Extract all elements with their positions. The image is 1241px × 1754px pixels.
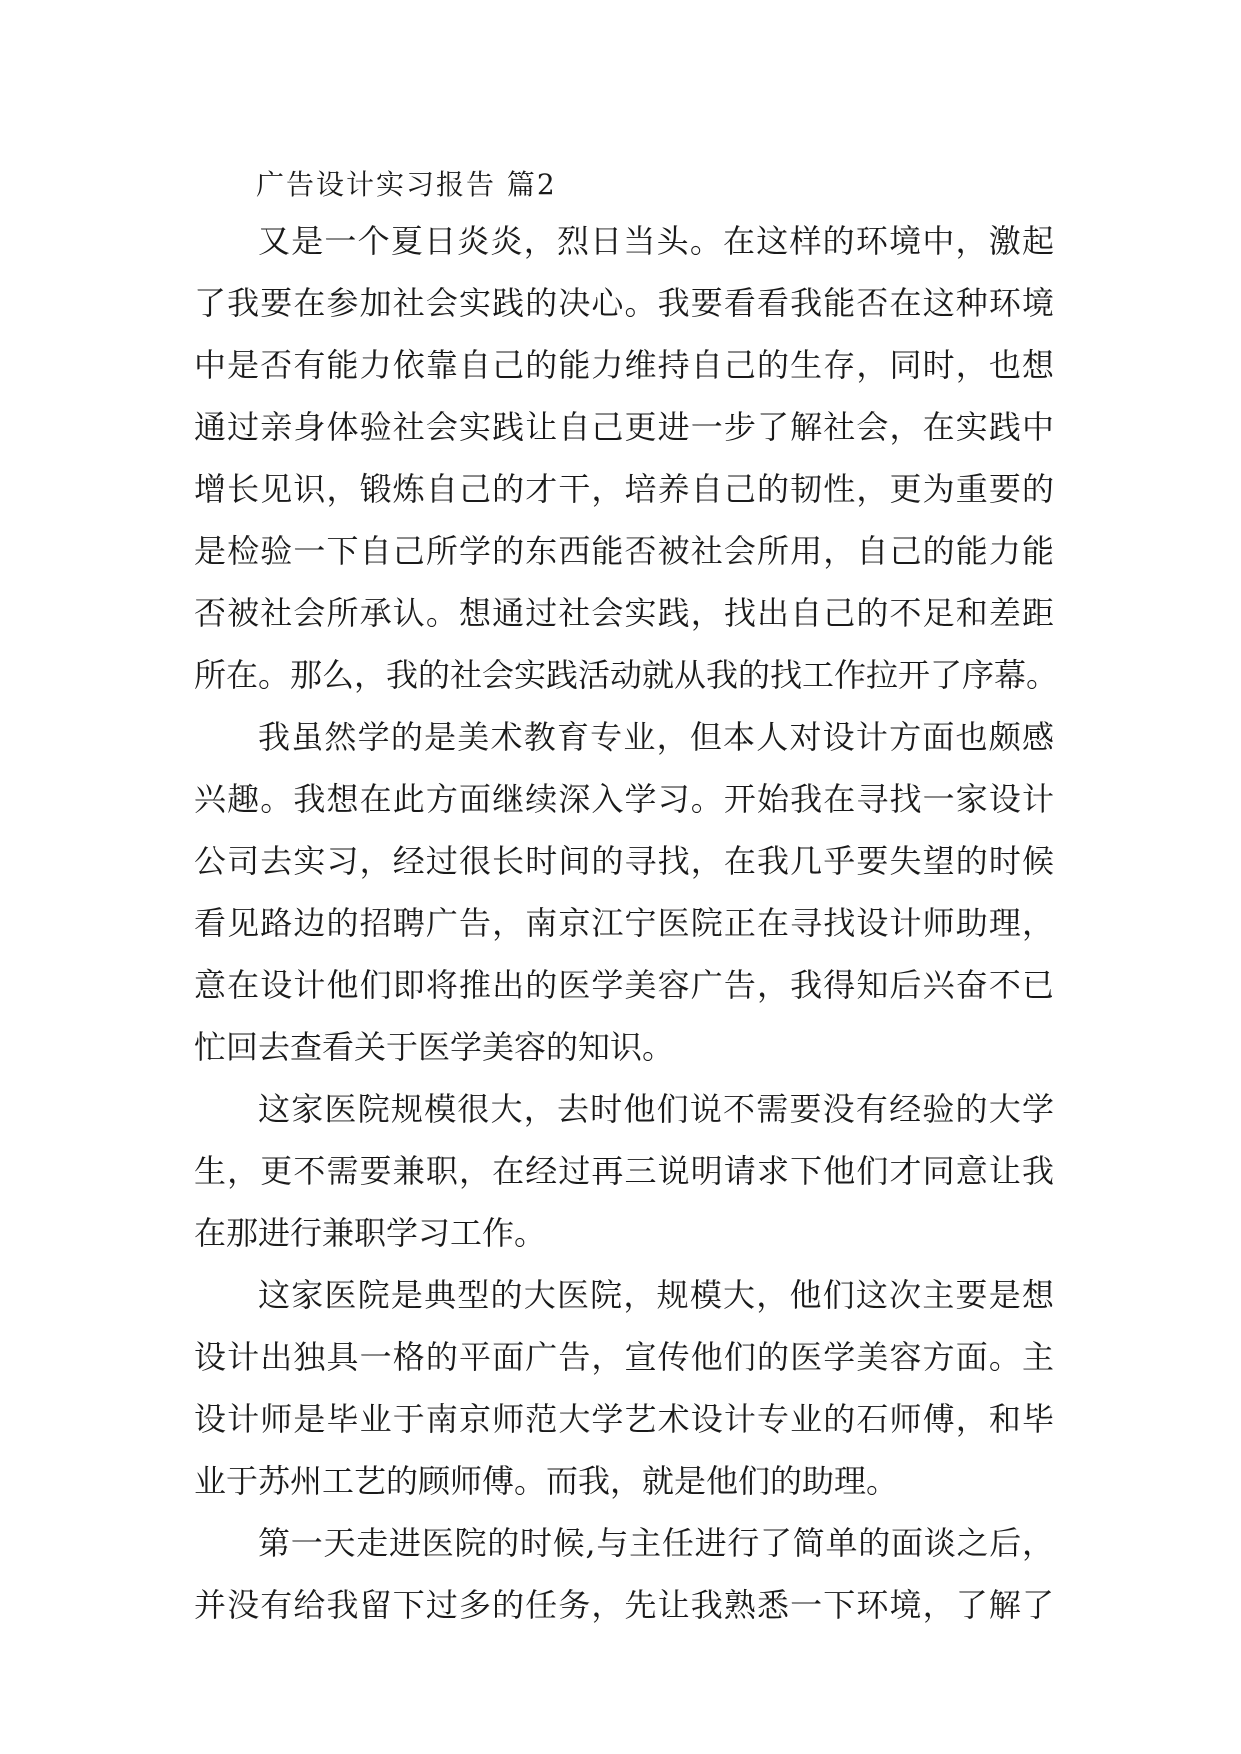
text-line: 并没有给我留下过多的任务，先让我熟悉一下环境，了解了	[194, 1586, 1054, 1624]
text-line: 增长见识，锻炼自己的才干，培养自己的韧性，更为重要的	[194, 470, 1054, 508]
text-line: 设计出独具一格的平面广告，宣传他们的医学美容方面。主	[194, 1338, 1054, 1376]
text-line: 第一天走进医院的时候,与主任进行了简单的面谈之后，	[258, 1524, 1054, 1562]
text-line: 了我要在参加社会实践的决心。我要看看我能否在这种环境	[194, 284, 1054, 322]
text-line: 意在设计他们即将推出的医学美容广告，我得知后兴奋不已	[194, 966, 1054, 1004]
text-line: 通过亲身体验社会实践让自己更进一步了解社会，在实践中	[194, 408, 1054, 446]
text-line: 设计师是毕业于南京师范大学艺术设计专业的石师傅，和毕	[194, 1400, 1054, 1438]
text-line: 兴趣。我想在此方面继续深入学习。开始我在寻找一家设计	[194, 780, 1054, 818]
document-body	[194, 160, 1059, 1636]
text-line: 又是一个夏日炎炎，烈日当头。在这样的环境中，激起	[258, 222, 1054, 260]
text-line: 生，更不需要兼职，在经过再三说明请求下他们才同意让我	[194, 1152, 1054, 1190]
text-line: 中是否有能力依靠自己的能力维持自己的生存，同时，也想	[194, 346, 1054, 384]
text-line: 看见路边的招聘广告，南京江宁医院正在寻找设计师助理，	[194, 904, 1054, 942]
text-line: 这家医院规模很大，去时他们说不需要没有经验的大学	[258, 1090, 1054, 1128]
text-line: 是检验一下自己所学的东西能否被社会所用，自己的能力能	[194, 532, 1054, 570]
paragraph-4	[194, 1264, 1054, 1512]
paragraph-1	[194, 210, 1059, 706]
document-title: 广告设计实习报告 篇2	[256, 168, 557, 201]
text-line: 所在。那么，我的社会实践活动就从我的找工作拉开了序幕。	[194, 656, 1059, 694]
paragraph-3	[194, 1078, 1054, 1264]
paragraph-5	[194, 1512, 1054, 1636]
paragraph-2	[194, 706, 1054, 1078]
text-line: 否被社会所承认。想通过社会实践，找出自己的不足和差距	[194, 594, 1054, 632]
text-line: 忙回去查看关于医学美容的知识。	[194, 1028, 675, 1066]
text-line: 这家医院是典型的大医院，规模大，他们这次主要是想	[258, 1276, 1054, 1314]
text-line: 公司去实习，经过很长时间的寻找，在我几乎要失望的时候	[194, 842, 1054, 880]
text-line: 业于苏州工艺的顾师傅。而我，就是他们的助理。	[194, 1462, 899, 1500]
text-line: 在那进行兼职学习工作。	[194, 1214, 547, 1252]
text-line: 我虽然学的是美术教育专业，但本人对设计方面也颇感	[258, 718, 1054, 756]
